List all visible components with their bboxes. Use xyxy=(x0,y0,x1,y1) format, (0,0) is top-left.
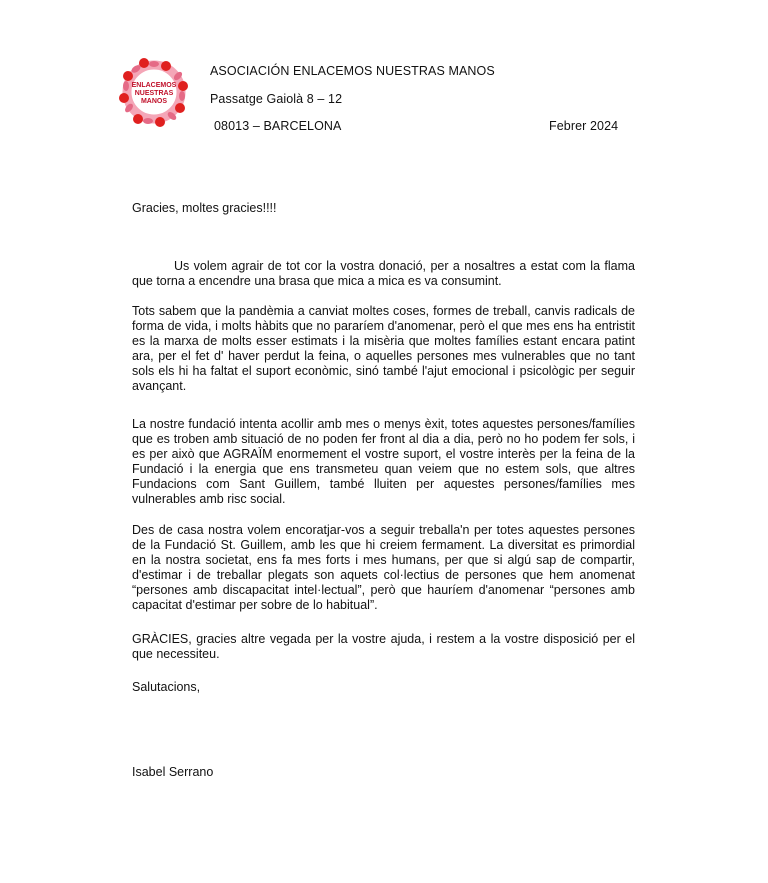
letter-paragraph-3: La nostre fundació intenta acollir amb mes o menys èxit, totes aquestes persones/famílies que es troben amb situació de no poden fer front al dia a dia, però no ho podem fer sols, i es per això que AGRAÏM enormement el vostre suport, el vostre interès per la feina de la Fundació i la energia que ens transmeteu quan veiem que no estem sols, que altres Fundacions com Sant Guillem, també lluiten per aquestes persones/famílies mes vulnerables amb risc social. xyxy=(132,417,635,506)
letter-salutation: Gracies, moltes gracies!!!! xyxy=(132,201,277,215)
letter-paragraph-4: Des de casa nostra volem encoratjar-vos a seguir treballa'n per totes aquestes persones de la Fundació St. Guillem, amb les que hi creiem fermament. La diversitat es primordial en la nostra societat, ens fa mes forts i mes humans, per que si algú sap de compartir, d'estimar i de treballar plegats son aquets col·lectius de persones que hem anomenat “persones amb discapacitat intel·lectual”, però que hauríem d'anomenar “persones amb capacitat d'estimar per sobre de lo habitual”. xyxy=(132,523,635,612)
organization-name: ASOCIACIÓN ENLACEMOS NUESTRAS MANOS xyxy=(210,64,495,78)
letter-paragraph-5: GRÀCIES, gracies altre vegada per la vostre ajuda, i restem a la vostre disposició per el que necessiteu. xyxy=(132,632,635,661)
letter-paragraph-2: Tots sabem que la pandèmia a canviat moltes coses, formes de treball, canvis radicals de forma de vida, i molts hàbits que no pararíem d'anomenar, però el que mes ens ha entristit es la marxa de molts esser estimats i la misèria que moltes famílies estant encara patint ara, per el fet d' haver perdut la feina, o aquelles persones mes vulnerables que no tant sols els hi ha faltat el suport econòmic, sinó també l'ajut emocional i psicològic per seguir avançant. xyxy=(132,304,635,393)
logo-text-line-2: NUESTRAS xyxy=(134,90,174,97)
logo-text-line-1: ENLACEMOS xyxy=(131,82,177,89)
letter-date: Febrer 2024 xyxy=(549,119,619,133)
logo-text-line-3: MANOS xyxy=(140,98,168,105)
organization-city: 08013 – BARCELONA xyxy=(214,119,342,133)
letter-paragraph-1: Us volem agrair de tot cor la vostra donació, per a nosaltres a estat com la flama que torna a encendre una brasa que mica a mica es va consumint. xyxy=(132,259,635,288)
letter-signature: Isabel Serrano xyxy=(132,765,214,779)
organization-address: Passatge Gaiolà 8 – 12 xyxy=(210,92,343,106)
organization-logo xyxy=(118,56,190,128)
letter-closing: Salutacions, xyxy=(132,680,201,694)
